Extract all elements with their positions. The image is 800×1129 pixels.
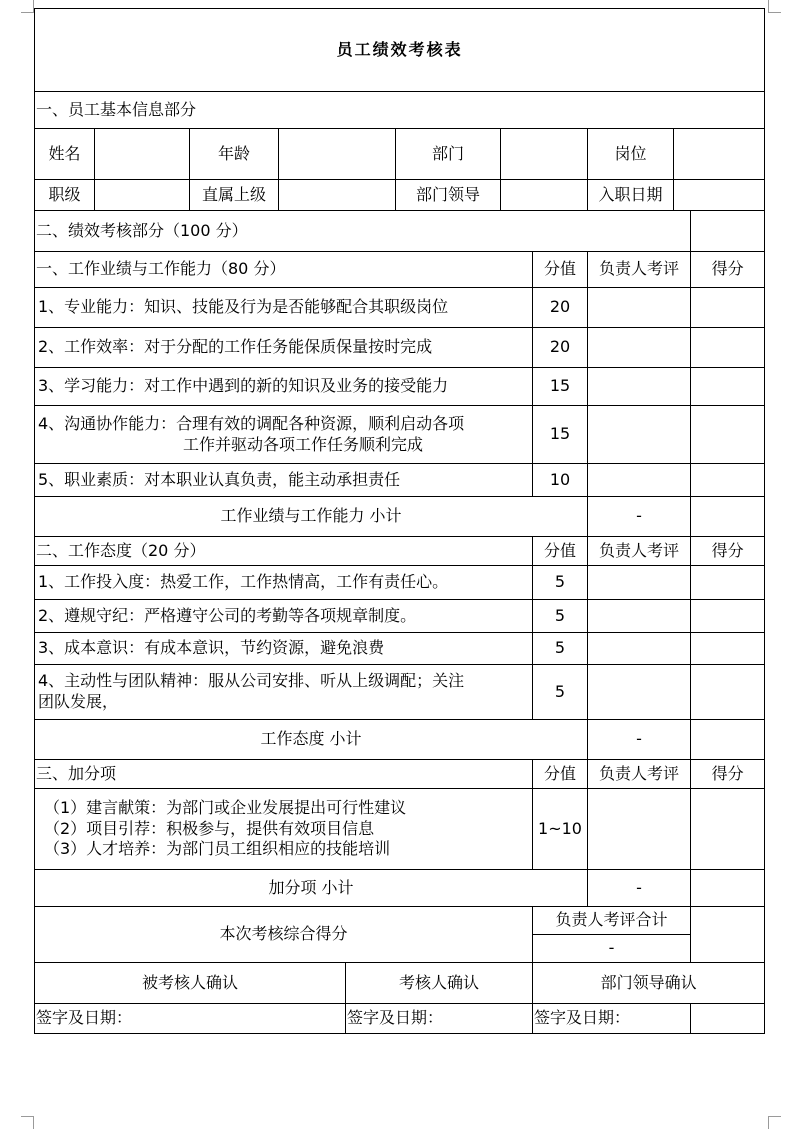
item-text bbox=[35, 665, 533, 720]
score-cell[interactable] bbox=[691, 464, 765, 497]
item-value: 20 bbox=[533, 288, 588, 328]
reviewer-cell[interactable] bbox=[588, 464, 691, 497]
subtotal-score-cell[interactable] bbox=[691, 720, 765, 760]
item-text: 1、工作投入度：热爱工作，工作热情高，工作有责任心。 bbox=[35, 566, 533, 600]
department-label: 部门 bbox=[396, 129, 501, 180]
reviewer-cell[interactable] bbox=[588, 406, 691, 464]
table-row bbox=[35, 789, 765, 870]
department-field[interactable] bbox=[501, 129, 588, 180]
position-field[interactable] bbox=[674, 129, 765, 180]
item-text: 1、专业能力：知识、技能及行为是否能够配合其职级岗位 bbox=[35, 288, 533, 328]
item-text-line: 工作并驱动各项工作任务顺利完成 bbox=[183, 434, 424, 454]
item-text-line: 团队发展， bbox=[38, 692, 119, 711]
table-row bbox=[35, 600, 765, 633]
bonus-item: （3）人才培养：为部门员工组织相应的技能培训 bbox=[44, 839, 391, 859]
name-field[interactable] bbox=[95, 129, 190, 180]
dept-leader-label: 部门领导 bbox=[396, 180, 501, 211]
bonus-items bbox=[35, 789, 533, 870]
reviewer-header: 负责人考评 bbox=[588, 760, 691, 789]
reviewer-header: 负责人考评 bbox=[588, 252, 691, 288]
supervisor-label: 直属上级 bbox=[190, 180, 279, 211]
total-label: 本次考核综合得分 bbox=[35, 907, 533, 963]
form-title: 员工绩效考核表 bbox=[35, 9, 765, 92]
score-cell[interactable] bbox=[691, 406, 765, 464]
hire-date-label: 入职日期 bbox=[588, 180, 674, 211]
crop-mark-bottom-right bbox=[768, 1116, 781, 1129]
subtotal-label: 加分项 小计 bbox=[35, 870, 588, 907]
score-cell[interactable] bbox=[691, 600, 765, 633]
crop-mark-top-right bbox=[768, 0, 781, 13]
subtotal-score-cell[interactable] bbox=[691, 870, 765, 907]
name-label: 姓名 bbox=[35, 129, 95, 180]
item-value: 15 bbox=[533, 406, 588, 464]
signature-row bbox=[35, 1004, 765, 1034]
subtotal-row bbox=[35, 870, 765, 907]
age-label: 年龄 bbox=[190, 129, 279, 180]
reviewer-total-label: 负责人考评合计 bbox=[533, 907, 691, 935]
item-text: 3、成本意识：有成本意识，节约资源，避免浪费 bbox=[35, 633, 533, 665]
position-label: 岗位 bbox=[588, 129, 674, 180]
subtotal-value: - bbox=[588, 497, 691, 537]
assessment-heading: 二、绩效考核部分（100 分） bbox=[35, 211, 691, 252]
score-header: 得分 bbox=[691, 252, 765, 288]
score-cell[interactable] bbox=[691, 665, 765, 720]
age-field[interactable] bbox=[279, 129, 396, 180]
crop-mark-bottom-left bbox=[21, 1116, 34, 1129]
table-row bbox=[35, 566, 765, 600]
reviewer-cell[interactable] bbox=[588, 368, 691, 406]
table-row bbox=[35, 633, 765, 665]
basic-info-heading: 一、员工基本信息部分 bbox=[35, 92, 765, 129]
reviewer-cell[interactable] bbox=[588, 600, 691, 633]
subtotal-score-cell[interactable] bbox=[691, 497, 765, 537]
score-value-header: 分值 bbox=[533, 537, 588, 566]
subtotal-label: 工作态度 小计 bbox=[35, 720, 588, 760]
assessor-signature-field[interactable]: 签字及日期： bbox=[346, 1004, 533, 1034]
supervisor-field[interactable] bbox=[279, 180, 396, 211]
item-value: 5 bbox=[533, 600, 588, 633]
score-cell[interactable] bbox=[691, 566, 765, 600]
basic-info-row bbox=[35, 180, 765, 211]
score-value-header: 分值 bbox=[533, 252, 588, 288]
table-row bbox=[35, 368, 765, 406]
section1-heading: 一、工作业绩与工作能力（80 分） bbox=[35, 252, 533, 288]
confirm-row bbox=[35, 963, 765, 1004]
performance-review-form bbox=[34, 8, 765, 1034]
table-row bbox=[35, 406, 765, 464]
reviewer-cell[interactable] bbox=[588, 566, 691, 600]
crop-mark-top-left bbox=[21, 0, 34, 13]
score-cell[interactable] bbox=[691, 328, 765, 368]
bonus-item: （1）建言献策：为部门或企业发展提出可行性建议 bbox=[44, 797, 407, 817]
reviewer-cell[interactable] bbox=[588, 328, 691, 368]
score-cell[interactable] bbox=[691, 288, 765, 328]
reviewer-cell[interactable] bbox=[588, 665, 691, 720]
score-cell[interactable] bbox=[691, 789, 765, 870]
item-value: 5 bbox=[533, 566, 588, 600]
score-value-header: 分值 bbox=[533, 760, 588, 789]
subtotal-value: - bbox=[588, 720, 691, 760]
subtotal-value: - bbox=[588, 870, 691, 907]
item-text-line: 4、沟通协作能力：合理有效的调配各种资源，顺利启动各项 bbox=[38, 413, 465, 433]
table-row bbox=[35, 288, 765, 328]
reviewer-cell[interactable] bbox=[588, 789, 691, 870]
score-header: 得分 bbox=[691, 760, 765, 789]
item-text: 5、职业素质：对本职业认真负责，能主动承担责任 bbox=[35, 464, 533, 497]
score-cell[interactable] bbox=[691, 633, 765, 665]
subtotal-row bbox=[35, 497, 765, 537]
hire-date-field[interactable] bbox=[674, 180, 765, 211]
total-score-cell[interactable] bbox=[691, 907, 765, 963]
table-row bbox=[35, 464, 765, 497]
dept-leader-confirm-label: 部门领导确认 bbox=[533, 963, 765, 1004]
section3-heading: 三、加分项 bbox=[35, 760, 533, 789]
item-text: 2、遵规守纪：严格遵守公司的考勤等各项规章制度。 bbox=[35, 600, 533, 633]
subtotal-label: 工作业绩与工作能力 小计 bbox=[35, 497, 588, 537]
subtotal-row bbox=[35, 720, 765, 760]
item-text-line: 4、主动性与团队精神：服从公司安排、听从上级调配；关注 bbox=[38, 671, 465, 691]
grade-label: 职级 bbox=[35, 180, 95, 211]
section2-heading: 二、工作态度（20 分） bbox=[35, 537, 533, 566]
table-row bbox=[35, 665, 765, 720]
item-text: 2、工作效率：对于分配的工作任务能保质保量按时完成 bbox=[35, 328, 533, 368]
employee-confirm-label: 被考核人确认 bbox=[35, 963, 346, 1004]
basic-info-row bbox=[35, 129, 765, 180]
item-value: 10 bbox=[533, 464, 588, 497]
assessor-confirm-label: 考核人确认 bbox=[346, 963, 533, 1004]
bonus-item: （2）项目引荐：积极参与，提供有效项目信息 bbox=[44, 818, 375, 838]
item-value: 15 bbox=[533, 368, 588, 406]
employee-signature-field[interactable]: 签字及日期： bbox=[35, 1004, 346, 1034]
reviewer-cell[interactable] bbox=[588, 288, 691, 328]
item-value: 20 bbox=[533, 328, 588, 368]
item-text: 3、学习能力：对工作中遇到的新的知识及业务的接受能力 bbox=[35, 368, 533, 406]
table-row bbox=[35, 328, 765, 368]
reviewer-cell[interactable] bbox=[588, 633, 691, 665]
item-value: 5 bbox=[533, 633, 588, 665]
grade-field[interactable] bbox=[95, 180, 190, 211]
score-cell[interactable] bbox=[691, 368, 765, 406]
dept-leader-field[interactable] bbox=[501, 180, 588, 211]
item-value: 5 bbox=[533, 665, 588, 720]
reviewer-header: 负责人考评 bbox=[588, 537, 691, 566]
score-header: 得分 bbox=[691, 537, 765, 566]
reviewer-total-value: - bbox=[533, 935, 691, 963]
dept-leader-signature-field[interactable]: 签字及日期： bbox=[533, 1004, 691, 1034]
item-text bbox=[35, 406, 533, 464]
item-value: 1~10 bbox=[533, 789, 588, 870]
